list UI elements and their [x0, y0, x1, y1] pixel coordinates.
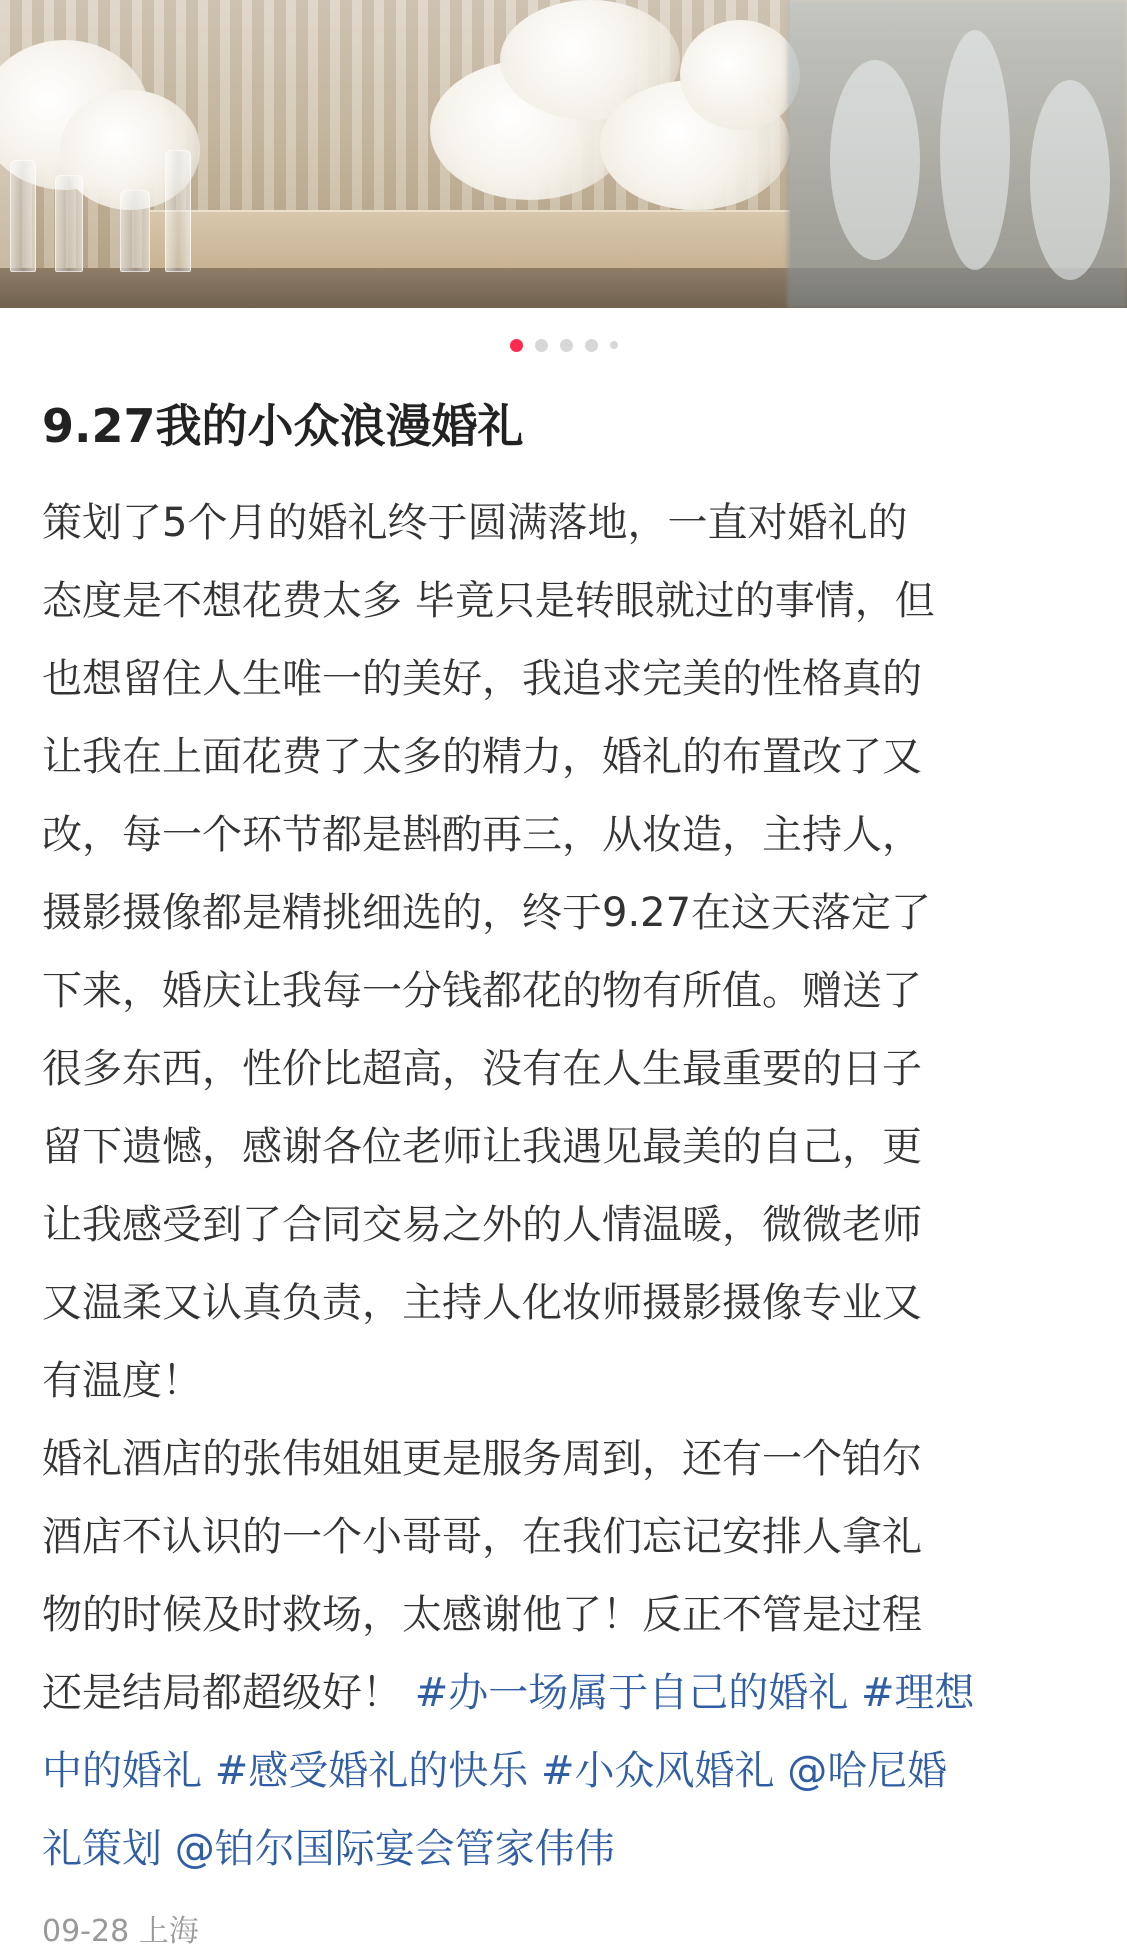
mention-link[interactable]: @哈尼婚 — [787, 1748, 948, 1794]
hashtag-link-continuation[interactable]: 中的婚礼 — [42, 1748, 202, 1794]
post-text-line: 改，每一个环节都是斟酌再三，从妆造，主持人， — [42, 812, 922, 858]
post-text-line: 又温柔又认真负责，主持人化妆师摄影摄像专业又 — [42, 1280, 922, 1326]
post-text-line: 策划了5个月的婚礼终于圆满落地，一直对婚礼的 — [42, 500, 908, 546]
post-text-segment: 还是结局都超级好！ — [42, 1670, 402, 1716]
post-text-line: 让我感受到了合同交易之外的人情温暖，微微老师 — [42, 1202, 922, 1248]
post-text-line: 有温度！ — [42, 1358, 202, 1404]
hashtag-link[interactable]: #理想 — [860, 1670, 975, 1716]
post-date-location: 09-28 上海 — [42, 1914, 199, 1949]
blurred-glass — [940, 30, 1010, 270]
carousel-dot[interactable] — [585, 339, 598, 352]
blurred-glass — [830, 60, 920, 260]
blurred-glass — [1030, 80, 1110, 280]
post-text-line: 摄影摄像都是精挑细选的，终于9.27在这天落定了 — [42, 890, 932, 936]
mention-link-continuation[interactable]: 礼策划 — [42, 1826, 162, 1872]
glass-vase — [10, 160, 36, 272]
post-text-line: 婚礼酒店的张伟姐姐更是服务周到，还有一个铂尔 — [42, 1436, 922, 1482]
carousel-dot[interactable] — [610, 341, 618, 349]
hashtag-link[interactable]: #小众风婚礼 — [540, 1748, 775, 1794]
carousel-dot-active[interactable] — [510, 339, 523, 352]
post-text-line — [42, 1654, 1102, 1732]
hashtag-link[interactable]: #感受婚礼的快乐 — [214, 1748, 529, 1794]
post-body — [42, 484, 1102, 1888]
glass-vase — [120, 190, 150, 272]
post-text-line: 也想留住人生唯一的美好，我追求完美的性格真的 — [42, 656, 922, 702]
post-title: 9.27我的小众浪漫婚礼 — [42, 399, 524, 453]
mention-link[interactable]: @铂尔国际宴会管家伟伟 — [174, 1826, 615, 1872]
post-text-line: 下来，婚庆让我每一分钱都花的物有所值。赠送了 — [42, 968, 922, 1014]
post-text-line: 让我在上面花费了太多的精力，婚礼的布置改了又 — [42, 734, 922, 780]
post-text-line: 物的时候及时救场，太感谢他了！反正不管是过程 — [42, 1592, 922, 1638]
carousel-indicator — [0, 335, 1127, 355]
post-text-line: 留下遗憾，感谢各位老师让我遇见最美的自己，更 — [42, 1124, 922, 1170]
carousel-dot[interactable] — [560, 339, 573, 352]
flower-arrangement — [680, 20, 800, 130]
post-text-line: 态度是不想花费太多 毕竟只是转眼就过的事情，但 — [42, 578, 935, 624]
carousel-dot[interactable] — [535, 339, 548, 352]
hashtag-link[interactable]: #办一场属于自己的婚礼 — [414, 1670, 849, 1716]
post-text-line: 很多东西，性价比超高，没有在人生最重要的日子 — [42, 1046, 922, 1092]
post-text-line — [42, 1810, 1102, 1888]
glass-vase — [55, 175, 83, 272]
glass-vase — [165, 150, 191, 272]
post-text-line — [42, 1732, 1102, 1810]
post-text-line: 酒店不认识的一个小哥哥，在我们忘记安排人拿礼 — [42, 1514, 922, 1560]
post-image-carousel[interactable] — [0, 0, 1127, 308]
